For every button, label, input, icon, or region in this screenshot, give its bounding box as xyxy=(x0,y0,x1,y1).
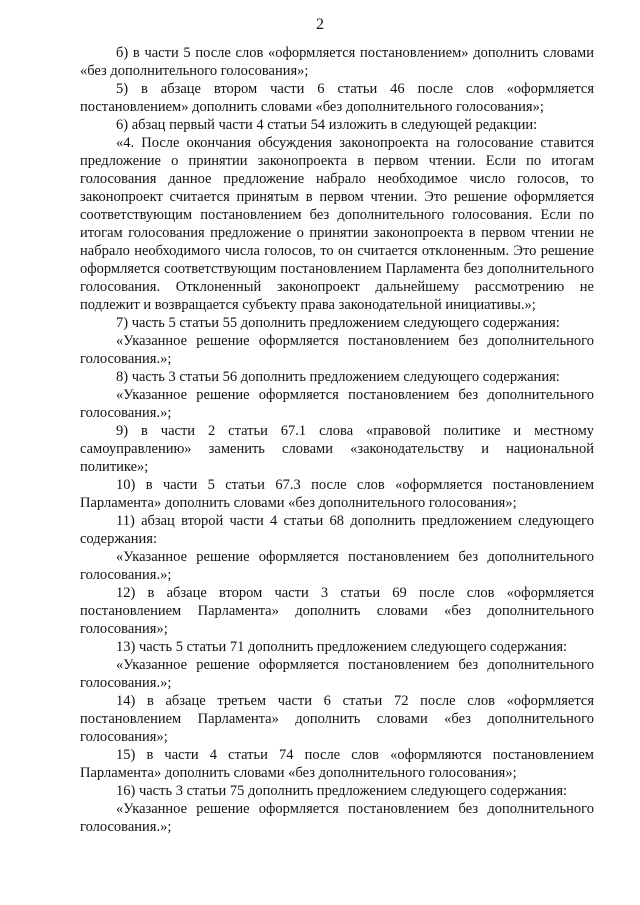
paragraph-item-5: 5) в абзаце втором части 6 статьи 46 после слов «оформляется постановлением» дополнить словами «без дополнительного голосования»; xyxy=(80,81,594,115)
paragraph-item-6: 6) абзац первый части 4 статьи 54 изложить в следующей редакции: xyxy=(116,117,538,133)
document-body xyxy=(80,44,594,836)
paragraph-item-11: 11) абзац второй части 4 статьи 68 дополнить предложением следующего содержания: xyxy=(80,513,594,547)
paragraph-item-10: 10) в части 5 статьи 67.3 после слов «оформляется постановлением Парламента» дополнить словами «без дополнительного голосования»; xyxy=(80,477,594,511)
paragraph-b-part-5: б) в части 5 после слов «оформляется постановлением» дополнить словами «без дополнительного голосования»; xyxy=(80,45,594,79)
paragraph-item-13-quote: «Указанное решение оформляется постановлением без дополнительного голосования.»; xyxy=(80,657,594,691)
paragraph-item-11-quote: «Указанное решение оформляется постановлением без дополнительного голосования.»; xyxy=(80,549,594,583)
paragraph-item-8-quote: «Указанное решение оформляется постановлением без дополнительного голосования.»; xyxy=(80,387,594,421)
paragraph-item-7: 7) часть 5 статьи 55 дополнить предложением следующего содержания: xyxy=(116,315,560,331)
paragraph-item-7-quote: «Указанное решение оформляется постановлением без дополнительного голосования.»; xyxy=(80,333,594,367)
paragraph-item-14: 14) в абзаце третьем части 6 статьи 72 после слов «оформляется постановлением Парламента» дополнить словами «без дополнительного голосования»; xyxy=(80,693,594,745)
paragraph-item-15: 15) в части 4 статьи 74 после слов «оформляются постановлением Парламента» дополнить словами «без дополнительного голосования»; xyxy=(80,747,594,781)
paragraph-item-12: 12) в абзаце втором части 3 статьи 69 после слов «оформляется постановлением Парламента» дополнить словами «без дополнительного голосования»; xyxy=(80,585,594,637)
paragraph-item-16: 16) часть 3 статьи 75 дополнить предложением следующего содержания: xyxy=(116,783,568,799)
paragraph-item-13: 13) часть 5 статьи 71 дополнить предложением следующего содержания: xyxy=(116,639,568,655)
paragraph-item-8: 8) часть 3 статьи 56 дополнить предложением следующего содержания: xyxy=(116,369,560,385)
paragraph-item-9: 9) в части 2 статьи 67.1 слова «правовой политике и местному самоуправлению» заменить словами «законодательству и национальной политике»; xyxy=(80,423,594,475)
paragraph-item-16-quote: «Указанное решение оформляется постановлением без дополнительного голосования.»; xyxy=(80,801,594,835)
page-number: 2 xyxy=(316,16,324,33)
paragraph-article-54-text: «4. После окончания обсуждения законопроекта на голосование ставится предложение о принятии законопроекта в первом чтении. Если по итогам голосования данное предложение набрало необходимое число голосов, то законопроект считается принятым в первом чтении. Это решение оформляется соответствующим постановлением без дополнительного голосования. Если по итогам голосования предложение о принятии законопроекта в первом чтении не набрало необходимого числа голосов, то он считается отклоненным. Это решение оформляется соответствующим постановлением Парламента без дополнительного голосования. Отклоненный законопроект дальнейшему рассмотрению не подлежит и возвращается субъекту права законодательной инициативы.»; xyxy=(80,135,594,313)
